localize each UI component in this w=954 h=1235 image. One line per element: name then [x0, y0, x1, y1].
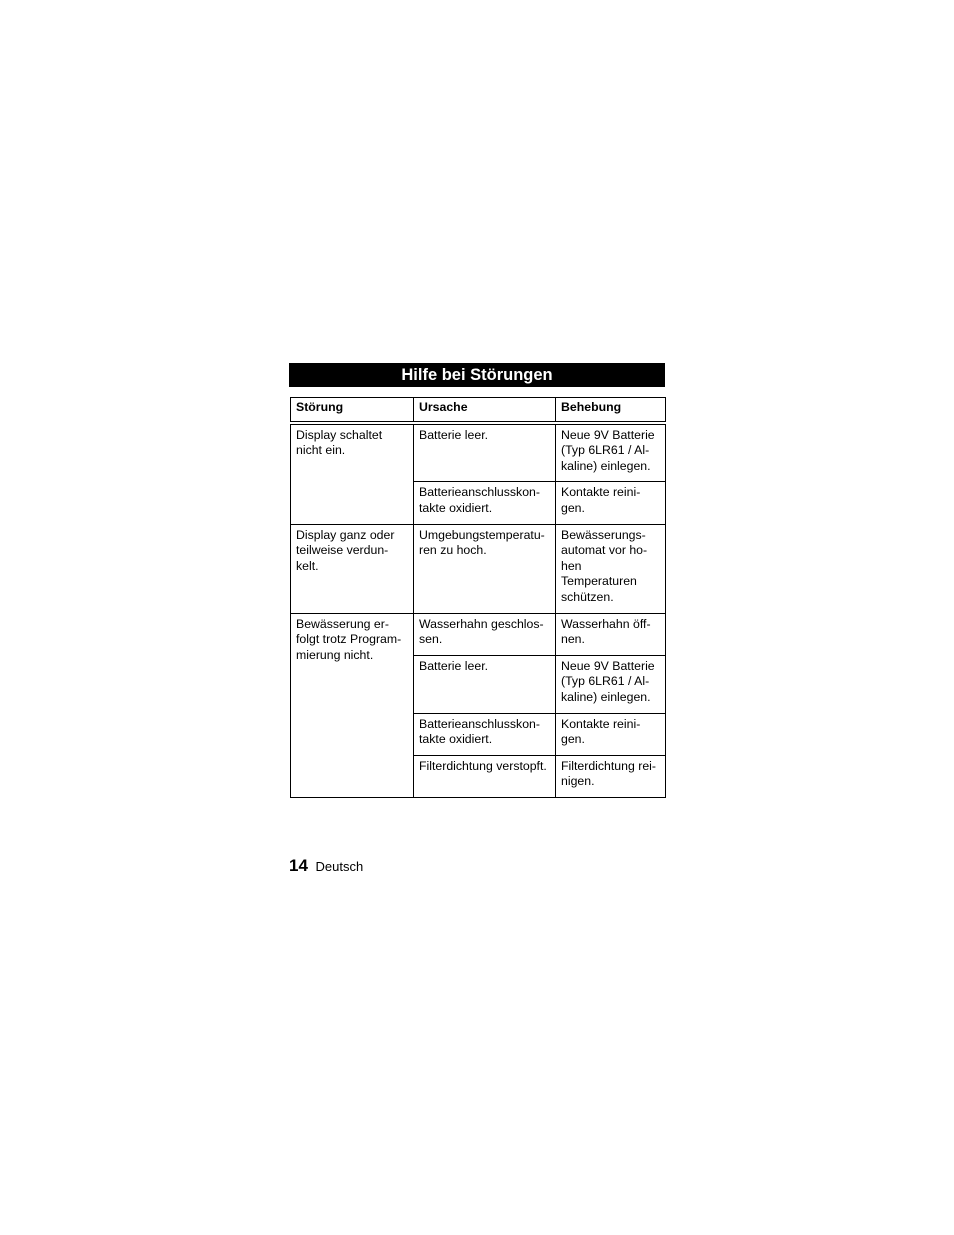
problem-cell: Bewässerung er-folgt trotz Program-mierung nicht. [291, 613, 414, 797]
fix-cell: Bewässerungs-automat vor ho-hen Temperaturen schützen. [556, 524, 666, 613]
fix-cell: Wasserhahn öff-nen. [556, 613, 666, 655]
cause-cell: Filterdichtung verstopft. [414, 755, 556, 797]
table-row [291, 423, 666, 482]
header-behebung: Behebung [556, 398, 666, 423]
fix-cell: Kontakte reini-gen. [556, 482, 666, 524]
table-row [291, 613, 666, 655]
cause-cell: Umgebungstemperatu-ren zu hoch. [414, 524, 556, 613]
footer-language: Deutsch [315, 859, 364, 874]
header-ursache: Ursache [414, 398, 556, 423]
fix-cell: Kontakte reini-gen. [556, 713, 666, 755]
fix-cell: Neue 9V Batterie (Typ 6LR61 / Al-kaline) einlegen. [556, 655, 666, 713]
table-header-row [291, 398, 666, 423]
problem-cell: Display ganz oder teilweise verdun-kelt. [291, 524, 414, 613]
page-number: 14 [289, 856, 308, 875]
section-title: Hilfe bei Störungen [289, 363, 665, 387]
header-stoerung: Störung [291, 398, 414, 423]
cause-cell: Wasserhahn geschlos-sen. [414, 613, 556, 655]
cause-cell: Batterie leer. [414, 655, 556, 713]
cause-cell: Batterieanschlusskon-takte oxidiert. [414, 713, 556, 755]
fix-cell: Filterdichtung rei-nigen. [556, 755, 666, 797]
troubleshooting-table [290, 397, 666, 798]
cause-cell: Batterie leer. [414, 423, 556, 482]
table-row [291, 524, 666, 613]
fix-cell: Neue 9V Batterie (Typ 6LR61 / Al-kaline) einlegen. [556, 423, 666, 482]
problem-cell: Display schaltet nicht ein. [291, 423, 414, 524]
cause-cell: Batterieanschlusskon-takte oxidiert. [414, 482, 556, 524]
page-footer [289, 856, 363, 876]
